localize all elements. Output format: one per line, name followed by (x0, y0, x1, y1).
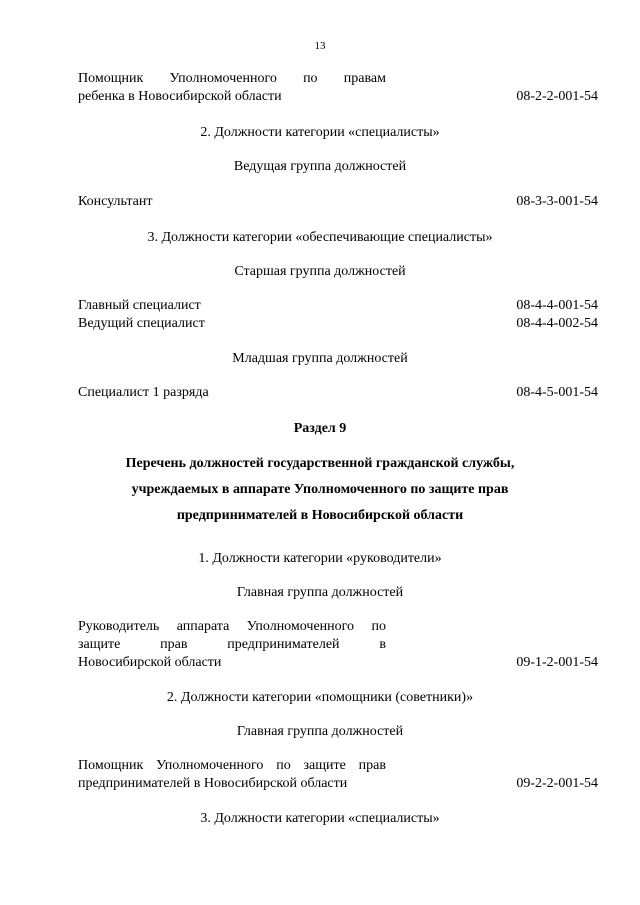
position-title-line: предпринимателей в Новосибирской области (78, 776, 348, 791)
position-title: Специалист 1 разряда (78, 385, 209, 400)
group-heading: Ведущая группа должностей (233, 159, 407, 174)
group-heading: Младшая группа должностей (232, 351, 408, 366)
position-title-line: ребенка в Новосибирской области (78, 89, 282, 104)
group-heading: Главная группа должностей (236, 724, 404, 739)
position-code: 08-4-5-001-54 (516, 385, 598, 400)
position-code: 08-2-2-001-54 (516, 89, 598, 104)
group-heading: Главная группа должностей (236, 585, 404, 600)
position-title-line: Помощник Уполномоченного по защите прав (78, 758, 386, 773)
position-title-line: защите прав предпринимателей в (78, 637, 386, 652)
category-heading: 3. Должности категории «обеспечивающие специалисты» (147, 230, 493, 245)
position-title: Ведущий специалист (78, 316, 205, 331)
category-heading: 2. Должности категории «помощники (советники)» (166, 690, 474, 705)
page-number: 13 (314, 40, 326, 52)
section-title: Раздел 9 (293, 421, 347, 436)
position-title-line: Руководитель аппарата Уполномоченного по (78, 619, 386, 634)
position-code: 08-4-4-002-54 (516, 316, 598, 331)
category-heading: 2. Должности категории «специалисты» (200, 125, 440, 140)
position-title-line: Новосибирской области (78, 655, 222, 670)
section-heading-line: Перечень должностей государственной гражданской службы, (125, 456, 515, 471)
category-heading: 3. Должности категории «специалисты» (200, 811, 440, 826)
position-title-line: Помощник Уполномоченного по правам (78, 71, 386, 86)
position-title: Консультант (78, 194, 153, 209)
position-code: 09-2-2-001-54 (516, 776, 598, 791)
position-code: 09-1-2-001-54 (516, 655, 598, 670)
position-code: 08-4-4-001-54 (516, 298, 598, 313)
position-title: Главный специалист (78, 298, 201, 313)
section-heading-line: предпринимателей в Новосибирской области (176, 508, 464, 523)
section-heading-line: учреждаемых в аппарате Уполномоченного по защите прав (131, 482, 509, 497)
category-heading: 1. Должности категории «руководители» (198, 551, 442, 566)
position-code: 08-3-3-001-54 (516, 194, 598, 209)
group-heading: Старшая группа должностей (234, 264, 406, 279)
